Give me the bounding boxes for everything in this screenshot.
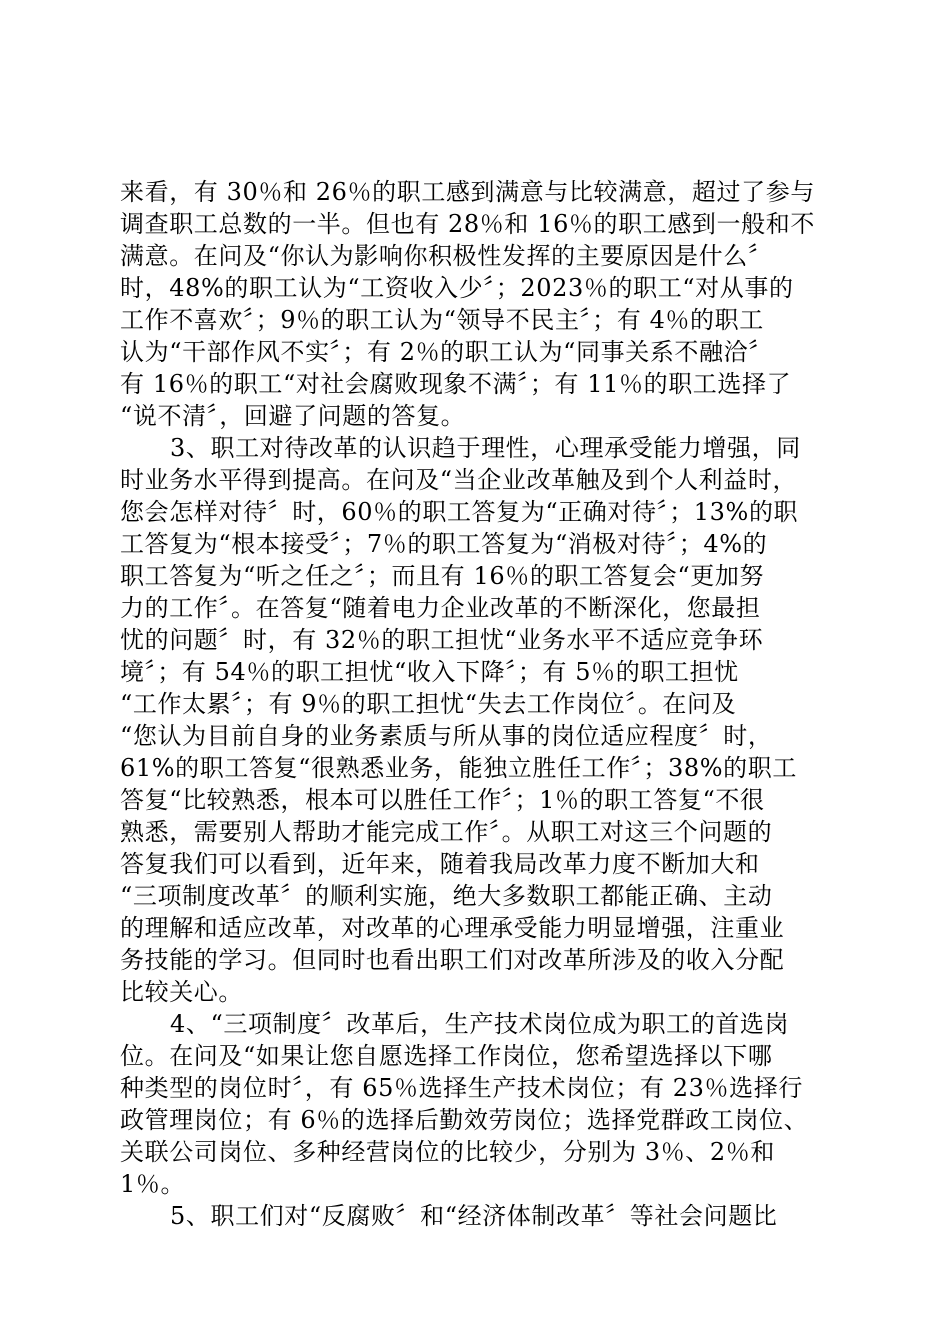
text-line: 认为“干部作风不实〞；有 2％的职工认为“同事关系不融洽〞 bbox=[120, 338, 773, 366]
text-line: 来看，有 30％和 26％的职工感到满意与比较满意，超过了参与 bbox=[120, 178, 815, 206]
text-line: 关联公司岗位、多种经营岗位的比较少，分别为 3％、2％和 bbox=[120, 1138, 775, 1166]
text-line: 有 16％的职工“对社会腐败现象不满〞；有 11％的职工选择了 bbox=[120, 370, 792, 398]
text-line: 答复“比较熟悉，根本可以胜任工作〞；1％的职工答复“不很 bbox=[120, 786, 765, 814]
text-line: 调查职工总数的一半。但也有 28％和 16％的职工感到一般和不 bbox=[120, 210, 815, 238]
text-line: 您会怎样对待〞时，60％的职工答复为“正确对待〞；13%的职 bbox=[120, 498, 799, 526]
text-line: 务技能的学习。但同时也看出职工们对改革所涉及的收入分配 bbox=[120, 946, 785, 974]
text-line: 力的工作〞。在答复“随着电力企业改革的不断深化，您最担 bbox=[120, 594, 761, 622]
text-line: “三项制度改革〞的顺利实施，绝大多数职工都能正确、主动 bbox=[120, 882, 773, 910]
paragraph-5-start: 5、职工们对“反腐败〞和“经济体制改革〞等社会问题比 bbox=[170, 1202, 778, 1230]
text-line: 工答复为“根本接受〞；7％的职工答复为“消极对待〞；4%的 bbox=[120, 530, 768, 558]
text-line: 61%的职工答复“很熟悉业务，能独立胜任工作〞；38%的职工 bbox=[120, 754, 797, 782]
paragraph-3-start: 3、职工对待改革的认识趋于理性，心理承受能力增强，同 bbox=[170, 434, 801, 462]
text-line: 答复我们可以看到，近年来，随着我局改革力度不断加大和 bbox=[120, 850, 760, 878]
text-line: 熟悉，需要别人帮助才能完成工作〞。从职工对这三个问题的 bbox=[120, 818, 773, 846]
text-line: 时业务水平得到提高。在问及“当企业改革触及到个人利益时， bbox=[120, 466, 798, 494]
text-line: “工作太累〞；有 9％的职工担忧“失去工作岗位〞。在问及 bbox=[120, 690, 737, 718]
text-line: 境〞；有 54％的职工担忧“收入下降〞；有 5％的职工担忧 bbox=[120, 658, 739, 686]
text-line: “说不清〞，回避了问题的答复。 bbox=[120, 402, 466, 430]
text-line: 1％。 bbox=[120, 1170, 186, 1198]
text-line: 比较关心。 bbox=[120, 978, 243, 1006]
text-line: 职工答复为“听之任之〞；而且有 16％的职工答复会“更加努 bbox=[120, 562, 765, 590]
text-line: 工作不喜欢〞；9％的职工认为“领导不民主〞；有 4％的职工 bbox=[120, 306, 764, 334]
text-line: 时，48%的职工认为“工资收入少〞；2023％的职工“对从事的 bbox=[120, 274, 794, 302]
paragraph-4-start: 4、“三项制度〞改革后，生产技术岗位成为职工的首选岗 bbox=[170, 1010, 790, 1038]
text-line: “您认为目前自身的业务素质与所从事的岗位适应程度〞时， bbox=[120, 722, 773, 750]
text-line: 的理解和适应改革，对改革的心理承受能力明显增强，注重业 bbox=[120, 914, 785, 942]
text-line: 满意。在问及“你认为影响你积极性发挥的主要原因是什么〞 bbox=[120, 242, 773, 270]
text-line: 政管理岗位；有 6％的选择后勤效劳岗位；选择党群政工岗位、 bbox=[120, 1106, 809, 1134]
text-line: 位。在问及“如果让您自愿选择工作岗位，您希望选择以下哪 bbox=[120, 1042, 773, 1070]
text-line: 种类型的岗位时〞，有 65％选择生产技术岗位；有 23％选择行 bbox=[120, 1074, 803, 1102]
text-line: 忧的问题〞时，有 32％的职工担忧“业务水平不适应竞争环 bbox=[120, 626, 764, 654]
